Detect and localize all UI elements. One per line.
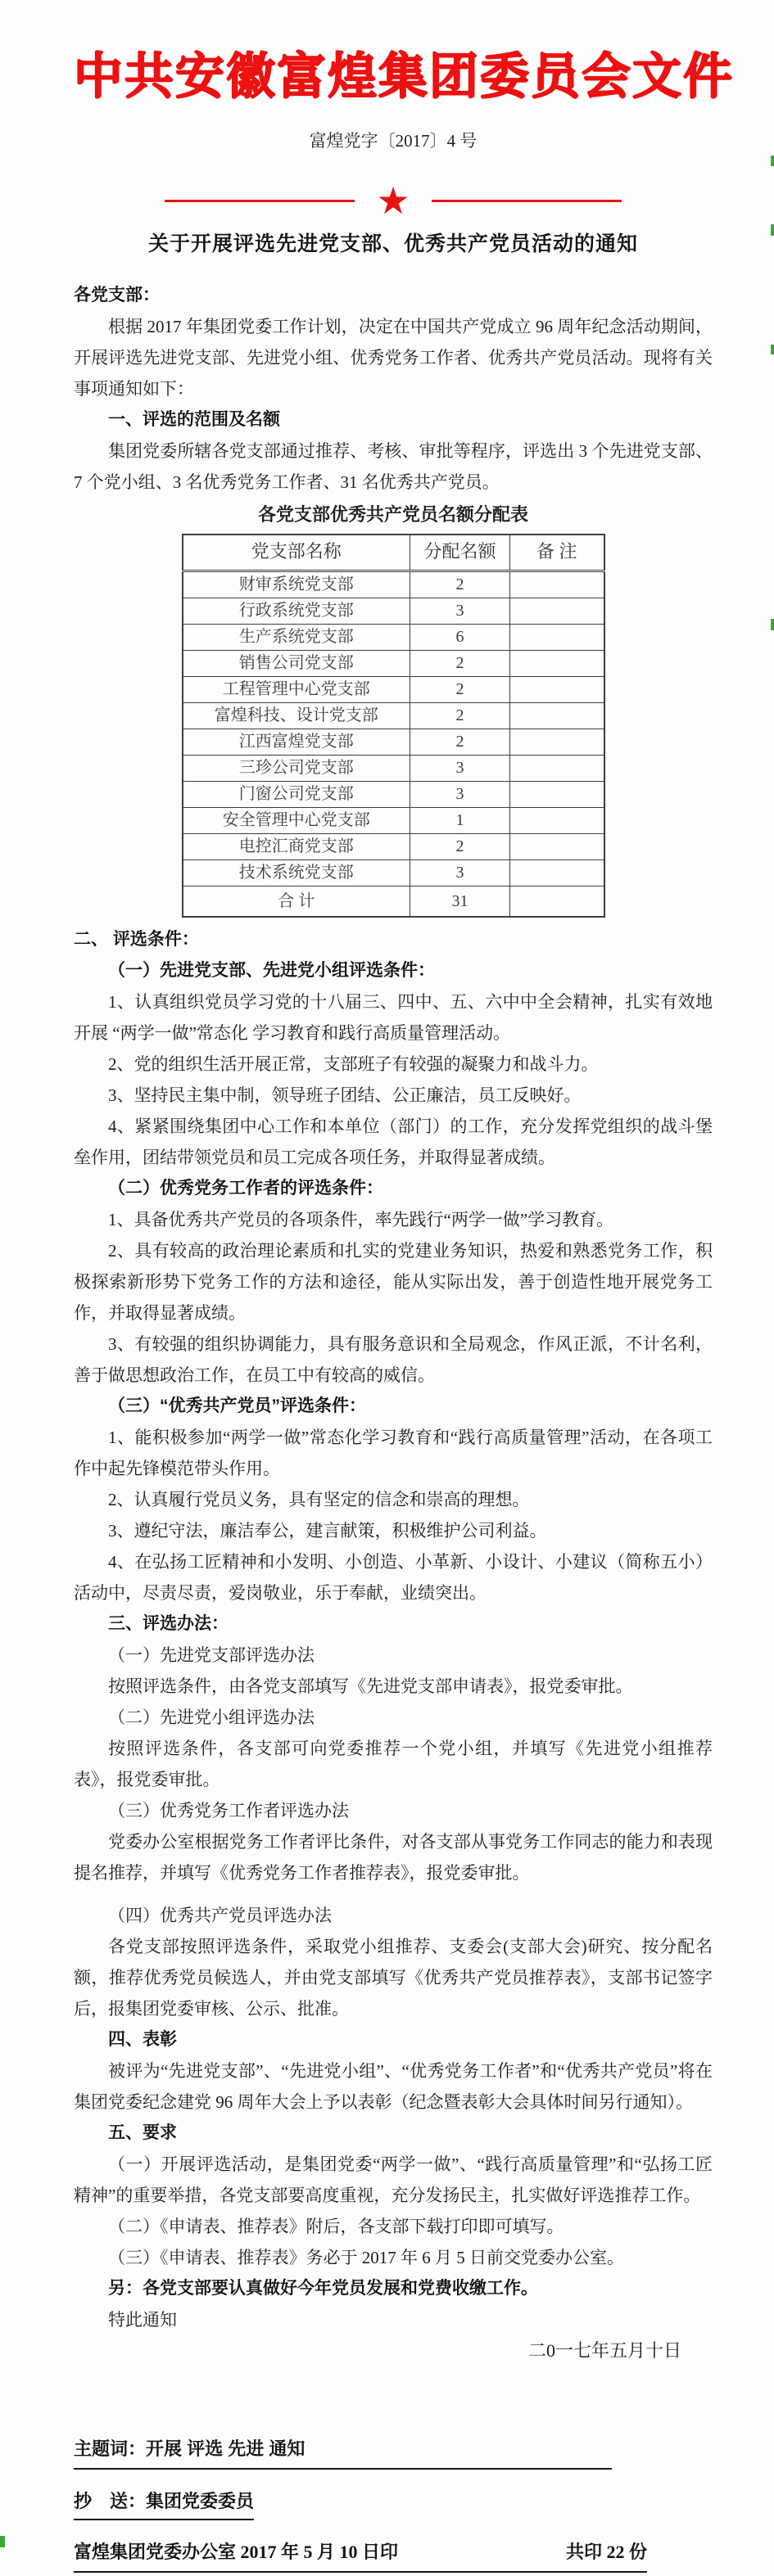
cell-quota: 6 [410, 624, 510, 650]
section-2-heading: 二、 评选条件： [74, 929, 199, 949]
condition-item: 3、坚持民主集中制，领导班子团结、公正廉洁，员工反映好。 [108, 1085, 582, 1105]
requirement-item: （一）开展评选活动，是集团党委“两学一做”、“践行高质量管理”和“弘扬工匠精神”的重要举措，各党支部要高度重视，充分发扬民主，扎实做好评选推荐工作。 [74, 2154, 713, 2205]
section-1-paragraph: 集团党委所辖各党支部通过推荐、考核、审批等程序，评选出 3 个先进党支部、7 个党小组、3 名优秀党务工作者、31 名优秀共产党员。 [74, 440, 713, 492]
cell-quota: 3 [410, 755, 510, 781]
table-title: 各党支部优秀共产党员名额分配表 [257, 503, 528, 525]
cell-note [510, 676, 604, 702]
cell-note [510, 833, 604, 859]
scan-artifact [0, 2536, 5, 2547]
section-1-heading: 一、评选的范围及名额 [108, 409, 280, 429]
subsection-2-3-heading: （三）“优秀共产党员”评选条件： [108, 1396, 366, 1415]
cell-quota: 3 [410, 781, 510, 807]
doc-title: 关于开展评选先进党支部、优秀共产党员活动的通知 [147, 232, 638, 255]
doc-number: 富煌党字〔2017〕4 号 [309, 131, 478, 151]
cell-branch-name: 销售公司党支部 [183, 650, 410, 676]
cell-total-label: 合 计 [183, 886, 410, 917]
method-paragraph: 按照评选条件，由各党支部填写《先进党支部申请表》，报党委审批。 [108, 1676, 633, 1696]
scan-artifact [771, 224, 774, 236]
section-4-heading: 四、表彰 [108, 2029, 177, 2049]
cell-branch-name: 电控汇商党支部 [183, 833, 410, 859]
cell-note [510, 729, 604, 755]
scan-artifact [771, 156, 774, 166]
method-heading: （二）先进党小组评选办法 [108, 1707, 315, 1727]
cell-note [510, 571, 604, 598]
table-row [183, 859, 604, 886]
condition-item: 2、党的组织生活开展正常，支部班子有较强的凝聚力和战斗力。 [108, 1053, 599, 1074]
cell-note [510, 886, 604, 917]
divider-line-right [432, 200, 622, 202]
table-header-branch: 党支部名称 [183, 535, 410, 571]
table-total-row [183, 886, 604, 917]
cell-quota: 3 [410, 859, 510, 886]
cell-quota: 1 [410, 807, 510, 833]
cell-note [510, 755, 604, 781]
method-heading: （四）优秀共产党员评选办法 [108, 1905, 332, 1925]
condition-item: 1、具备优秀共产党员的各项条件，率先践行“两学一做”学习教育。 [108, 1209, 614, 1229]
table-row [183, 650, 604, 676]
issuer-text: 富煌集团党委办公室 2017 年 5 月 10 日印 [74, 2541, 399, 2562]
cell-quota: 2 [410, 650, 510, 676]
cell-branch-name: 行政系统党支部 [183, 598, 410, 624]
requirement-item: （二）《申请表、推荐表》附后，各支部下载打印即可填写。 [108, 2216, 564, 2236]
intro-paragraph: 根据 2017 年集团党委工作计划，决定在中国共产党成立 96 周年纪念活动期间，开展评选先进党支部、先进党小组、优秀党务工作者、优秀共产党员活动。现将有关事项通知如下： [74, 316, 713, 399]
closing-note: 特此通知 [108, 2309, 177, 2330]
cell-branch-name: 生产系统党支部 [183, 624, 410, 650]
cell-quota: 2 [410, 571, 510, 598]
table-header-quota: 分配名额 [410, 535, 510, 571]
divider-line-left [165, 200, 355, 202]
condition-item: 2、认真履行党员义务，具有坚定的信念和崇高的理想。 [108, 1489, 530, 1509]
cell-branch-name: 财审系统党支部 [183, 571, 410, 598]
copies-count: 共印 22 份 [565, 2541, 647, 2562]
table-row [183, 729, 604, 755]
condition-item: 3、遵纪守法，廉洁奉公，建言献策，积极维护公司利益。 [108, 1520, 547, 1541]
org-title: 中共安徽富煌集团委员会文件 [74, 49, 734, 104]
condition-item: 1、认真组织党员学习党的十八届三、四中、五、六中中全会精神，扎实有效地开展 “两学一做”常态化 学习教育和践行高质量管理活动。 [74, 991, 713, 1043]
table-row [183, 702, 604, 729]
cell-note [510, 702, 604, 729]
cell-quota: 2 [410, 676, 510, 702]
section-5-heading: 五、要求 [108, 2123, 177, 2142]
table-row [183, 571, 604, 598]
cc-line: 抄 送：集团党委委员 [74, 2488, 254, 2520]
keywords-line: 主题词：开展 评选 先进 通知 [74, 2435, 612, 2470]
condition-item: 2、具有较高的政治理论素质和扎实的党建业务知识，热爱和熟悉党务工作，积极探索新形势下党务工作的方法和途径，能从实际出发，善于创造性地开展党务工作，并取得显著成绩。 [74, 1240, 713, 1323]
cell-quota: 2 [410, 702, 510, 729]
condition-item: 1、能积极参加“两学一做”常态化学习教育和“践行高质量管理”活动，在各项工作中起先锋模范带头作用。 [74, 1427, 713, 1478]
subsection-2-1-heading: （一）先进党支部、先进党小组评选条件： [108, 960, 435, 980]
condition-item: 4、紧紧围绕集团中心工作和本单位（部门）的工作，充分发挥党组织的战斗堡垒作用，团结带领党员和员工完成各项任务，并取得显著成绩。 [74, 1116, 713, 1167]
table-row [183, 598, 604, 624]
cc-line-wrap [74, 2488, 713, 2520]
issuer-line [74, 2538, 647, 2573]
section-3-heading: 三、评选办法： [108, 1613, 229, 1633]
method-paragraph: 党委办公室根据党务工作者评比条件，对各支部从事党务工作同志的能力和表现提名推荐，并填写《优秀党务工作者推荐表》，报党委审批。 [74, 1831, 713, 1883]
table-row [183, 807, 604, 833]
method-paragraph: 各党支部按照评选条件，采取党小组推荐、支委会(支部大会)研究、按分配名额，推荐优秀党员候选人，并由党支部填写《优秀共产党员推荐表》，支部书记签字后，报集团党委审核、公示、批准。 [74, 1936, 713, 2019]
subsection-2-2-heading: （二）优秀党务工作者的评选条件： [108, 1178, 383, 1198]
cell-branch-name: 三珍公司党支部 [183, 755, 410, 781]
method-paragraph: 按照评选条件，各支部可向党委推荐一个党小组，并填写《先进党小组推荐表》，报党委审批。 [74, 1738, 713, 1789]
cell-note [510, 650, 604, 676]
table-header-row [183, 535, 604, 571]
table-row [183, 781, 604, 807]
document-body [74, 280, 713, 2366]
cell-note [510, 807, 604, 833]
commendation-paragraph: 被评为“先进党支部”、“先进党小组”、“优秀党务工作者”和“优秀共产党员”将在集团党委纪念建党 96 周年大会上予以表彰（纪念暨表彰大会具体时间另行通知）。 [74, 2060, 713, 2112]
cell-note [510, 624, 604, 650]
cell-branch-name: 门窗公司党支部 [183, 781, 410, 807]
condition-item: 4、在弘扬工匠精神和小发明、小创造、小革新、小设计、小建议（简称五小）活动中，尽责尽责，爱岗敬业，乐于奉献，业绩突出。 [74, 1551, 713, 1603]
red-star-icon: ★ [376, 180, 410, 223]
cell-quota: 2 [410, 833, 510, 859]
issue-date: 二0一七年五月十日 [527, 2339, 681, 2361]
salutation: 各党支部： [74, 285, 160, 305]
red-divider [74, 180, 713, 223]
table-row [183, 833, 604, 859]
extra-note: 另：各党支部要认真做好今年党员发展和党费收缴工作。 [108, 2278, 538, 2298]
table-row [183, 676, 604, 702]
table-header-note: 备 注 [510, 535, 604, 571]
requirement-item: （三）《申请表、推荐表》务必于 2017 年 6 月 5 日前交党委办公室。 [108, 2247, 624, 2267]
cell-branch-name: 江西富煌党支部 [183, 729, 410, 755]
cell-branch-name: 技术系统党支部 [183, 859, 410, 886]
cell-total-quota: 31 [410, 886, 510, 917]
scan-artifact [771, 345, 774, 354]
table-row [183, 624, 604, 650]
cell-branch-name: 安全管理中心党支部 [183, 807, 410, 833]
cell-quota: 3 [410, 598, 510, 624]
scan-artifact [771, 619, 774, 630]
cell-branch-name: 工程管理中心党支部 [183, 676, 410, 702]
cell-note [510, 598, 604, 624]
method-heading: （三）优秀党务工作者评选办法 [108, 1800, 349, 1820]
quota-table [182, 534, 605, 918]
table-row [183, 755, 604, 781]
cell-branch-name: 富煌科技、设计党支部 [183, 702, 410, 729]
cell-quota: 2 [410, 729, 510, 755]
condition-item: 3、有较强的组织协调能力，具有服务意识和全局观念，作风正派，不计名利，善于做思想政治工作，在员工中有较高的威信。 [74, 1333, 713, 1385]
document-footer [74, 2435, 713, 2573]
cell-note [510, 859, 604, 886]
cell-note [510, 781, 604, 807]
method-heading: （一）先进党支部评选办法 [108, 1644, 315, 1665]
